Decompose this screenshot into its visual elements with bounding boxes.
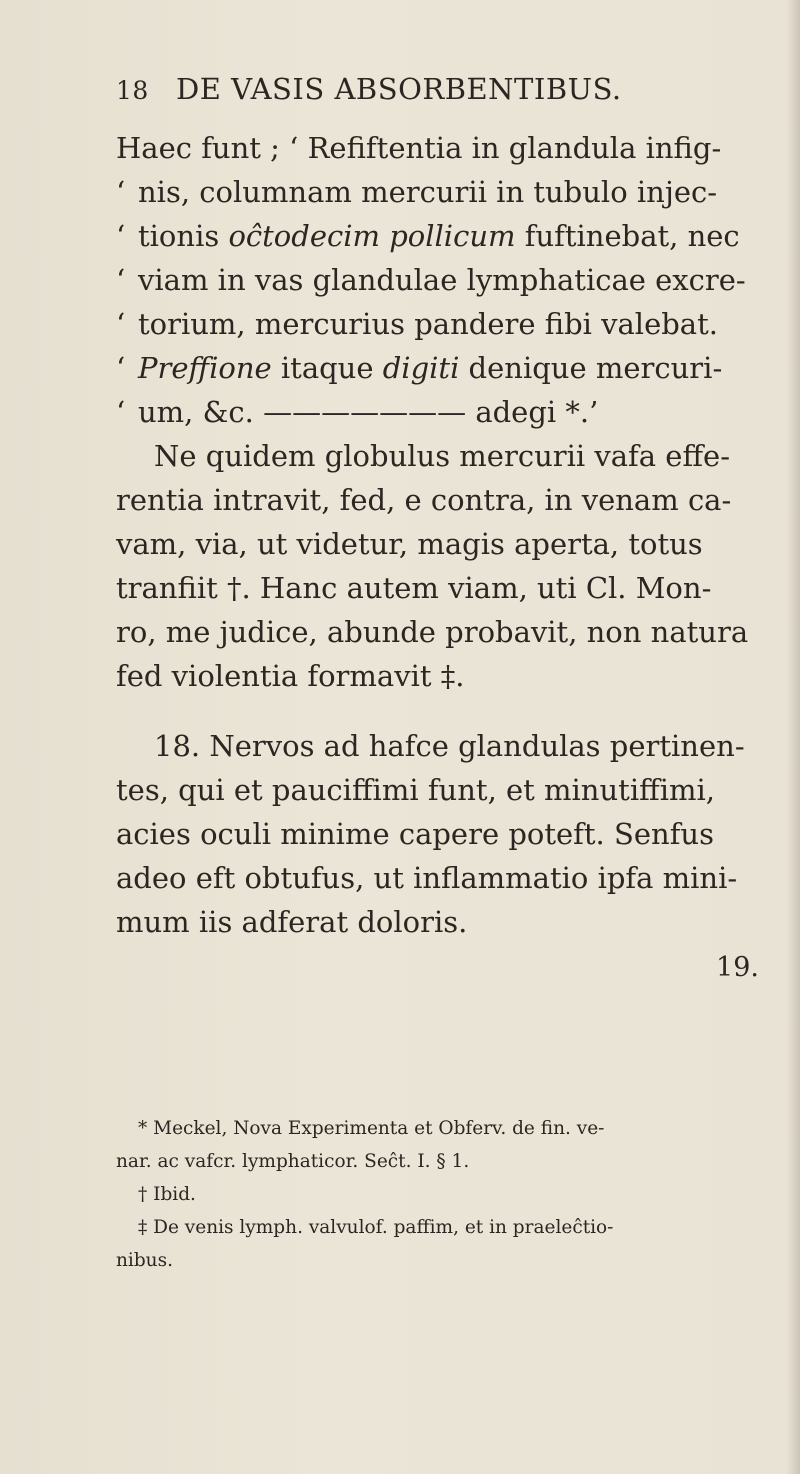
footnote-line: nar. ac vafcr. lymphaticor. Seĉt. I. § 1. (116, 1151, 470, 1172)
page-edge-shadow (786, 0, 800, 1474)
running-header (116, 72, 716, 106)
paragraph-3 (116, 724, 771, 944)
footnote-line: nibus. (116, 1250, 173, 1271)
text-line: fed violentia formavit ‡. (116, 659, 465, 693)
quote-mark: ‘ (116, 263, 126, 297)
text-line: mum iis adferat doloris. (116, 905, 468, 939)
paragraph-2 (116, 434, 771, 698)
text-line: ‘ viam in vas glandulae lymphaticae excre- (116, 258, 771, 302)
text-line: ‘ nis, columnam mercurii in tubulo injec- (116, 170, 771, 214)
footnote-line: * Meckel, Nova Experimenta et Obferv. de fin. ve- (138, 1118, 605, 1139)
text-line: acies oculi minime capere poteft. Senfus (116, 817, 714, 851)
text-line: ‘ tionis oĉtodecim pollicum fuftinebat, nec (116, 214, 771, 258)
quote-mark: ‘ (116, 395, 126, 429)
footnote-line: † Ibid. (138, 1184, 196, 1205)
text-line: vam, via, ut videtur, magis aperta, totus (116, 527, 703, 561)
italic-text: Preffione (138, 351, 272, 385)
paragraph-1 (116, 126, 771, 434)
footnote-line: ‡ De venis lymph. valvulof. paffim, et in praeleĉtio- (138, 1217, 614, 1238)
quote-mark: ‘ (116, 307, 126, 341)
quote-mark: ‘ (116, 351, 126, 385)
text-line: ro, me judice, abunde probavit, non natura (116, 615, 749, 649)
text-line: 18. Nervos ad hafce glandulas pertinen- (154, 729, 745, 763)
quote-mark: ‘ (116, 175, 126, 209)
text-line: adeo eft obtufus, ut inflammatio ipfa mini- (116, 861, 738, 895)
text-line: Haec funt ; ‘ Refiftentia in glandula infig- (116, 131, 722, 165)
page-number: 18 (116, 76, 149, 105)
text-line: tes, qui et pauciffimi funt, et minutiffimi, (116, 773, 715, 807)
main-text (116, 126, 771, 990)
text-line: ‘ um, &c. ——————— adegi *.’ (116, 390, 771, 434)
text-line: Ne quidem globulus mercurii vafa effe- (154, 439, 731, 473)
italic-text: digiti (382, 351, 460, 385)
quote-mark: ‘ (116, 219, 126, 253)
italic-text: oĉtodecim pollicum (228, 219, 516, 253)
footnotes (116, 1112, 776, 1277)
text-line: ‘ Preffione itaque digiti denique mercuri- (116, 346, 771, 390)
catchword: 19. (716, 952, 759, 983)
text-line: rentia intravit, fed, e contra, in venam ca- (116, 483, 732, 517)
text-line: ‘ torium, mercurius pandere fibi valebat. (116, 302, 771, 346)
text-line: tranfiit †. Hanc autem viam, uti Cl. Mon- (116, 571, 712, 605)
running-title: DE VASIS ABSORBENTIBUS. (176, 72, 622, 106)
